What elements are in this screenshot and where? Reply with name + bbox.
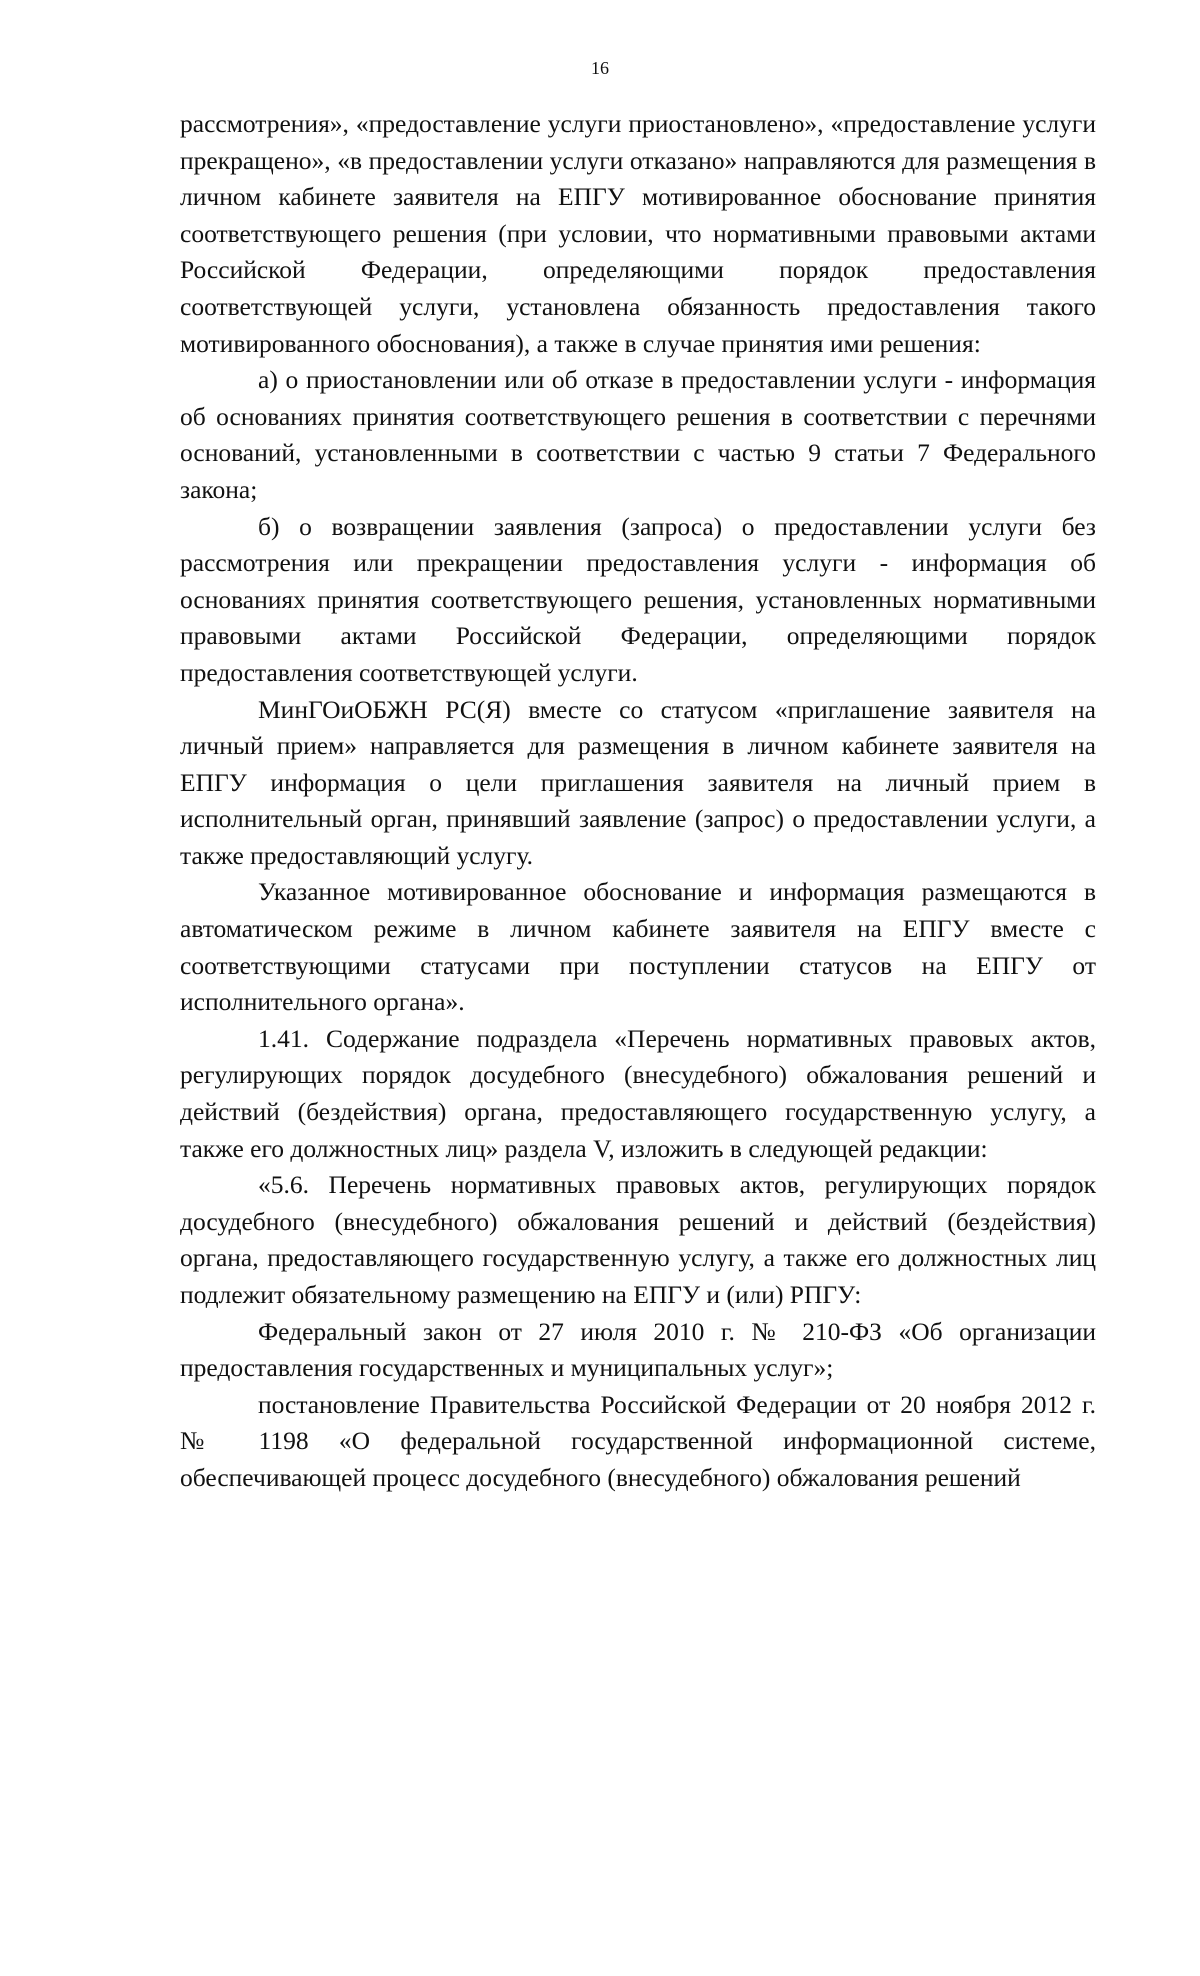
paragraph-5-6: «5.6. Перечень нормативных правовых актов, регулирующих порядок досудебного (внесудебного) обжалования решений и действий (бездействия) органа, предоставляющего государственную услугу, а также его должностных лиц подлежит обязательному размещению на ЕПГУ и (или) РПГУ: <box>180 1170 1096 1309</box>
paragraph-1-41: 1.41. Содержание подраздела «Перечень нормативных правовых актов, регулирующих порядок досудебного (внесудебного) обжалования решений и действий (бездействия) органа, предоставляющего государственную услугу, а также его должностных лиц» раздела V, изложить в следующей редакции: <box>180 1023 1096 1163</box>
paragraph-item-a: а) о приостановлении или об отказе в предоставлении услуги - информация об основаниях принятия соответствующего решения в соответствии с перечнями оснований, установленными в соответствии с частью 9 статьи 7 Федерального закона; <box>180 365 1096 504</box>
paragraph-item-b: б) о возвращении заявления (запроса) о предоставлении услуги без рассмотрения или прекращении предоставления услуги - информация об основаниях принятия соответствующего решения, установленных нормативными правовыми актами Российской Федерации, определяющими порядок предоставления соответствующей услуги. <box>180 511 1096 687</box>
paragraph-invitation: МинГОиОБЖН РС(Я) вместе со статусом «приглашение заявителя на личный прием» направляется для размещения в личном кабинете заявителя на ЕПГУ информация о цели приглашения заявителя на личный прием в исполнительный орган, принявший заявление (запрос) о предоставлении услуги, а также предоставляющий услугу. <box>180 694 1096 870</box>
paragraph-automatic-placement: Указанное мотивированное обоснование и информация размещаются в автоматическом режиме в личном кабинете заявителя на ЕПГУ вместе с соответствующими статусами при поступлении статусов на ЕПГУ от исполнительного органа». <box>180 877 1096 1017</box>
document-body <box>180 106 1096 1497</box>
page-number: 16 <box>591 58 609 78</box>
paragraph-status-continuation: рассмотрения», «предоставление услуги приостановлено», «предоставление услуги прекращено», «в предоставлении услуги отказано» направляются для размещения в личном кабинете заявителя на ЕПГУ мотивированное обоснование принятия соответствующего решения (при условии, что нормативными правовыми актами Российской Федерации, определяющими порядок предоставления соответствующей услуги, установлена обязанность предоставления такого мотивированного обоснования), а также в случае принятия ими решения: <box>180 109 1096 358</box>
paragraph-government-decree: постановление Правительства Российской Федерации от 20 ноября 2012 г. № 1198 «О федеральной государственной информационной системе, обеспечивающей процесс досудебного (внесудебного) обжалования решений <box>180 1389 1096 1492</box>
paragraph-federal-law: Федеральный закон от 27 июля 2010 г. № 210-ФЗ «Об организации предоставления государственных и муниципальных услуг»; <box>180 1316 1096 1383</box>
